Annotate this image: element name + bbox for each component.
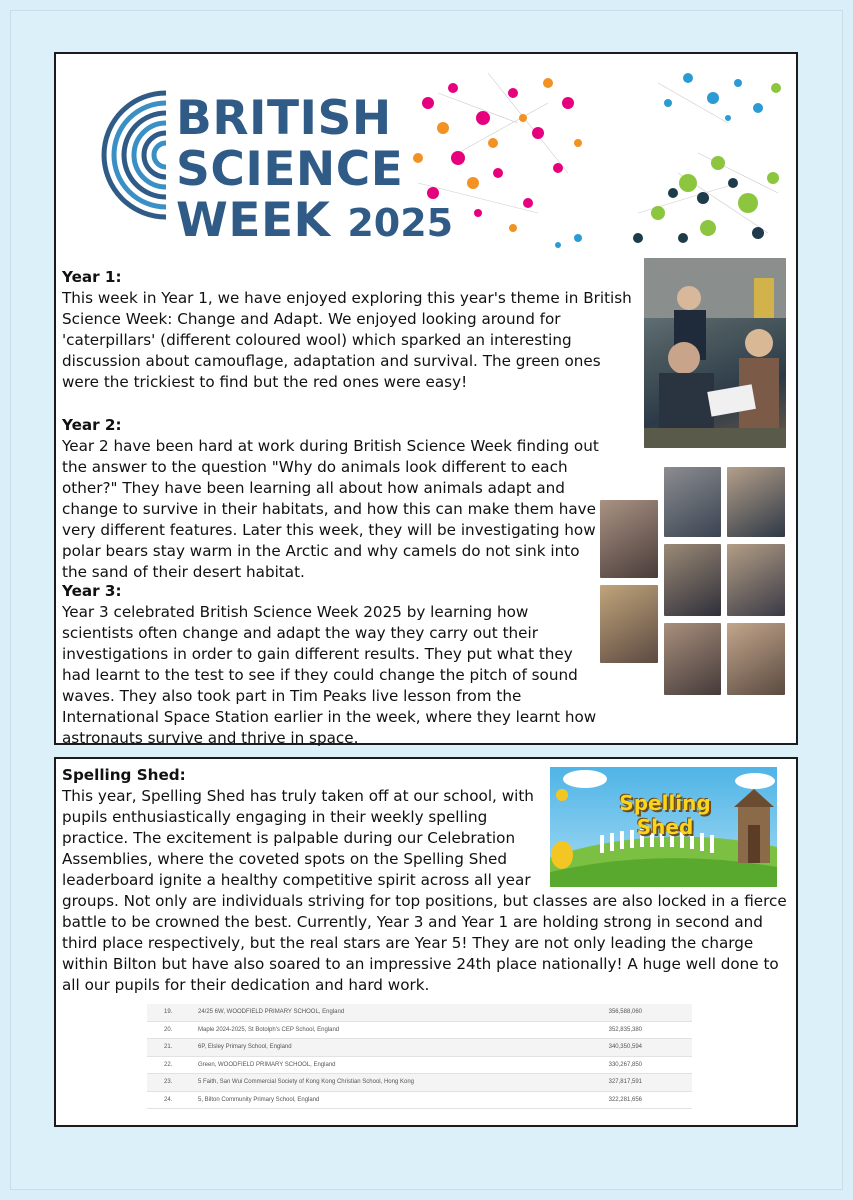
float-spacer (552, 786, 790, 888)
brand-year: 2025 (347, 201, 454, 245)
leaderboard-rank: 21. (147, 1039, 194, 1057)
leaderboard-score: 352,835,380 (552, 1021, 692, 1039)
spelling-intro (62, 765, 552, 786)
arc-logo-icon (76, 85, 176, 225)
year2-heading: Year 2: (62, 416, 122, 434)
collage-photo (664, 623, 721, 695)
year3-heading: Year 3: (62, 582, 122, 600)
year2-body: Year 2 have been hard at work during British Science Week finding out the answer to the question "Why do animals look different to each other?" They have been learning all about how animals adapt and change to survive in their habitats, and how this can make them have very different features. Later this week, they will be investigating how polar bears stay warm in the Arctic and why camels do not sink into the sand of their desert habitat. (62, 437, 599, 581)
spelling-shed-logo-text: Spelling Shed (619, 791, 711, 839)
leaderboard-row (147, 1021, 692, 1039)
spelling-shed-section (54, 757, 798, 1127)
leaderboard-rank: 22. (147, 1056, 194, 1074)
leaderboard-name: 24/25 6W, WOODFIELD PRIMARY SCHOOL, England (194, 1004, 552, 1021)
spelling-heading: Spelling Shed: (62, 766, 186, 784)
leaderboard-score: 330,267,850 (552, 1056, 692, 1074)
leaderboard-score: 340,350,594 (552, 1039, 692, 1057)
leaderboard-score: 322,281,656 (552, 1091, 692, 1109)
collage-photo (664, 467, 721, 537)
leaderboard-name: 5 Faith, San Wui Commercial Society of Kong Kong Christian School, Hong Kong (194, 1074, 552, 1092)
leaderboard-row (147, 1056, 692, 1074)
leaderboard-rank: 20. (147, 1021, 194, 1039)
collage-photo (600, 500, 658, 578)
collage-photo (727, 544, 785, 616)
year1-block (62, 267, 640, 393)
science-week-section (54, 52, 798, 745)
leaderboard-row (147, 1074, 692, 1092)
year1-body: This week in Year 1, we have enjoyed exploring this year's theme in British Science Week: Change and Adapt. We enjoyed looking around for 'caterpillars' (different coloured wool) which sparked an interesting discussion about camouflage, adaptation and survival. The green ones were the trickiest to find but the red ones were easy! (62, 289, 632, 391)
molecule-dots-graphic (398, 63, 788, 255)
leaderboard-row (147, 1091, 692, 1109)
year3-body: Year 3 celebrated British Science Week 2025 by learning how scientists often change and adapt the way they carry out their investigations in order to gain different results. They put what they had learnt to the test to see if they could change the pitch of sound waves. They also took part in Tim Peaks live lesson from the International Space Station earlier in the week, where they learnt how astronauts survive and thrive in space. (62, 603, 597, 747)
leaderboard-table (147, 1004, 692, 1109)
spelling-body: This year, Spelling Shed has truly taken off at our school, with pupils enthusiastically engaging in their weekly spelling practice. The excitement is palpable during our Celebration Assemblies, where the coveted spots on the Spelling Shed leaderboard ignite a healthy competitive spirit across all year groups. Not only are individuals striving for top positions, but classes are also locked in a fierce battle to be crowned the best. Currently, Year 3 and Year 1 are holding strong in second and third place respectively, but the real stars are Year 5! They are not only leading the charge within Bilton but have also soared to an impressive 24th place nationally! A huge well done to all our pupils for their dedication and hard work. (62, 786, 790, 996)
leaderboard-row (147, 1004, 692, 1021)
leaderboard-rank: 19. (147, 1004, 194, 1021)
science-week-banner (68, 63, 788, 255)
collage-photo (664, 544, 721, 616)
brand-line-1: BRITISH (176, 91, 392, 146)
collage-photo (600, 585, 658, 663)
year3-block (62, 581, 602, 749)
spelling-body-top (62, 786, 787, 994)
year1-heading: Year 1: (62, 268, 122, 286)
leaderboard-name: Green, WOODFIELD PRIMARY SCHOOL, England (194, 1056, 552, 1074)
brand-line-3: WEEK (176, 193, 331, 248)
collage-photo (727, 467, 785, 537)
leaderboard-score: 356,588,060 (552, 1004, 692, 1021)
leaderboard-row (147, 1039, 692, 1057)
leaderboard-score: 327,817,591 (552, 1074, 692, 1092)
leaderboard-name: 6P, Elsley Primary School, England (194, 1039, 552, 1057)
leaderboard-name: Maple 2024-2025, St Botolph's CEP School, England (194, 1021, 552, 1039)
brand-line-2: SCIENCE (176, 142, 404, 197)
collage-photo (727, 623, 785, 695)
leaderboard-name: 5, Bilton Community Primary School, England (194, 1091, 552, 1109)
year2-block (62, 415, 602, 583)
leaderboard-rank: 24. (147, 1091, 194, 1109)
year1-photo (644, 258, 786, 448)
leaderboard-rank: 23. (147, 1074, 194, 1092)
year1-photo-image (644, 258, 786, 448)
